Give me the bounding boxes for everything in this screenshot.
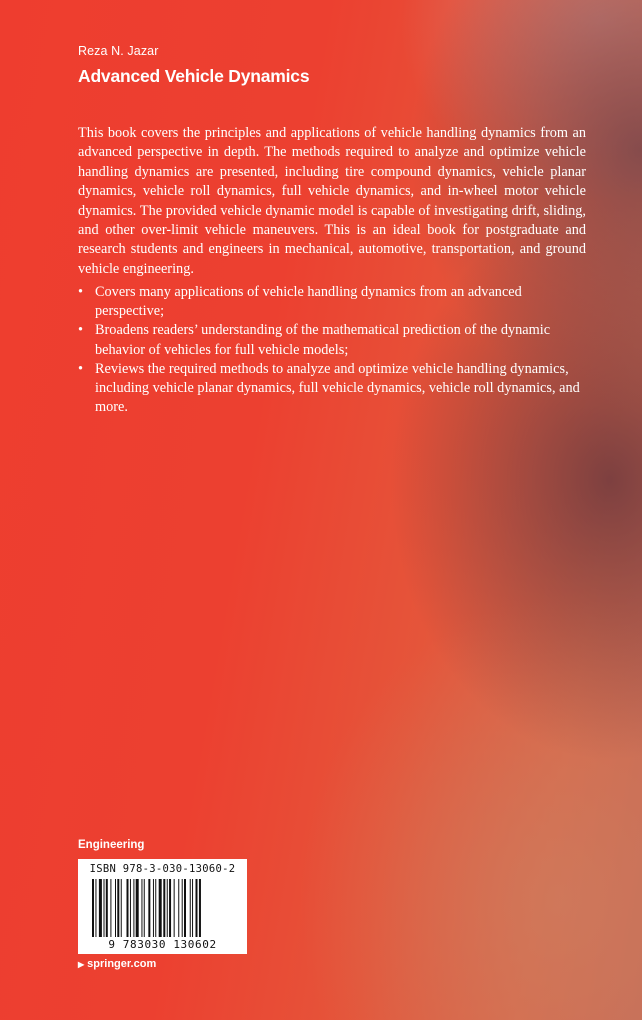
barcode-bar	[99, 879, 102, 937]
barcode-bar	[155, 879, 156, 937]
publisher-website[interactable]	[78, 958, 156, 970]
barcode-bar	[144, 879, 145, 937]
feature-text: Broadens readers’ understanding of the mathematical prediction of the dynamic behavior of vehicles for full vehicle models;	[95, 322, 551, 358]
feature-item	[78, 360, 586, 418]
barcode-bar	[136, 879, 139, 937]
author-name: Reza N. Jazar	[78, 44, 159, 58]
subject-label: Engineering	[78, 839, 145, 851]
barcode-bar	[110, 879, 111, 937]
barcode-bar	[159, 879, 162, 937]
bullet-icon: •	[78, 322, 84, 339]
book-description: This book covers the principles and applications of vehicle handling dynamics from an advanced perspective in depth. The methods required to analyze and optimize vehicle handling dynamics are presented, including tire compound dynamics, vehicle planar dynamics, vehicle roll dynamics, full vehicle dynamics, and in-wheel motor vehicle dynamics. The provided vehicle dynamic model is capable of investigating drift, sliding, and other over-limit vehicle maneuvers. This is an ideal book for postgraduate and research students and engineers in mechanical, automotive, transportation, and ground vehicle engineering.	[78, 125, 586, 277]
barcode-bar	[141, 879, 142, 937]
barcode-bar	[148, 879, 150, 937]
barcode-bar	[117, 879, 119, 937]
barcode-bar	[163, 879, 165, 937]
feature-item	[78, 283, 586, 321]
barcode-panel	[78, 859, 247, 954]
barcode-bar	[199, 879, 201, 937]
barcode-bar	[130, 879, 131, 937]
barcode-bar	[92, 879, 94, 937]
barcode-bar	[153, 879, 154, 937]
barcode-bar	[121, 879, 122, 937]
barcode-bar	[190, 879, 191, 937]
bullet-icon: •	[78, 360, 84, 377]
barcode-bar	[95, 879, 96, 937]
barcode-graphic	[92, 879, 233, 937]
website-text: springer.com	[87, 958, 157, 970]
barcode-bar	[169, 879, 171, 937]
feature-text: Covers many applications of vehicle handling dynamics from an advanced perspective;	[95, 284, 522, 320]
barcode-bar	[182, 879, 183, 937]
barcode-bar	[104, 879, 105, 937]
barcode-bar	[167, 879, 168, 937]
feature-text: Reviews the required methods to analyze and optimize vehicle handling dynamics, including vehicle planar dynamics, full vehicle dynamics, vehicle roll dynamics, and more.	[95, 360, 580, 416]
barcode-bar	[127, 879, 129, 937]
barcode-bar	[192, 879, 193, 937]
feature-list	[78, 283, 586, 417]
barcode-bar	[178, 879, 179, 937]
bullet-icon: •	[78, 284, 84, 300]
barcode-bar	[106, 879, 108, 937]
barcode-bar	[133, 879, 134, 937]
isbn-label: ISBN 978-3-030-13060-2	[89, 863, 236, 875]
barcode-bar	[115, 879, 116, 937]
barcode-bar	[196, 879, 198, 937]
barcode-bar	[174, 879, 175, 937]
arrow-right-icon: ▶	[78, 960, 85, 969]
book-title: Advanced Vehicle Dynamics	[78, 66, 310, 86]
ean-digits: 9 783030 130602	[108, 938, 217, 951]
barcode-bar	[184, 879, 186, 937]
feature-item	[78, 321, 586, 359]
